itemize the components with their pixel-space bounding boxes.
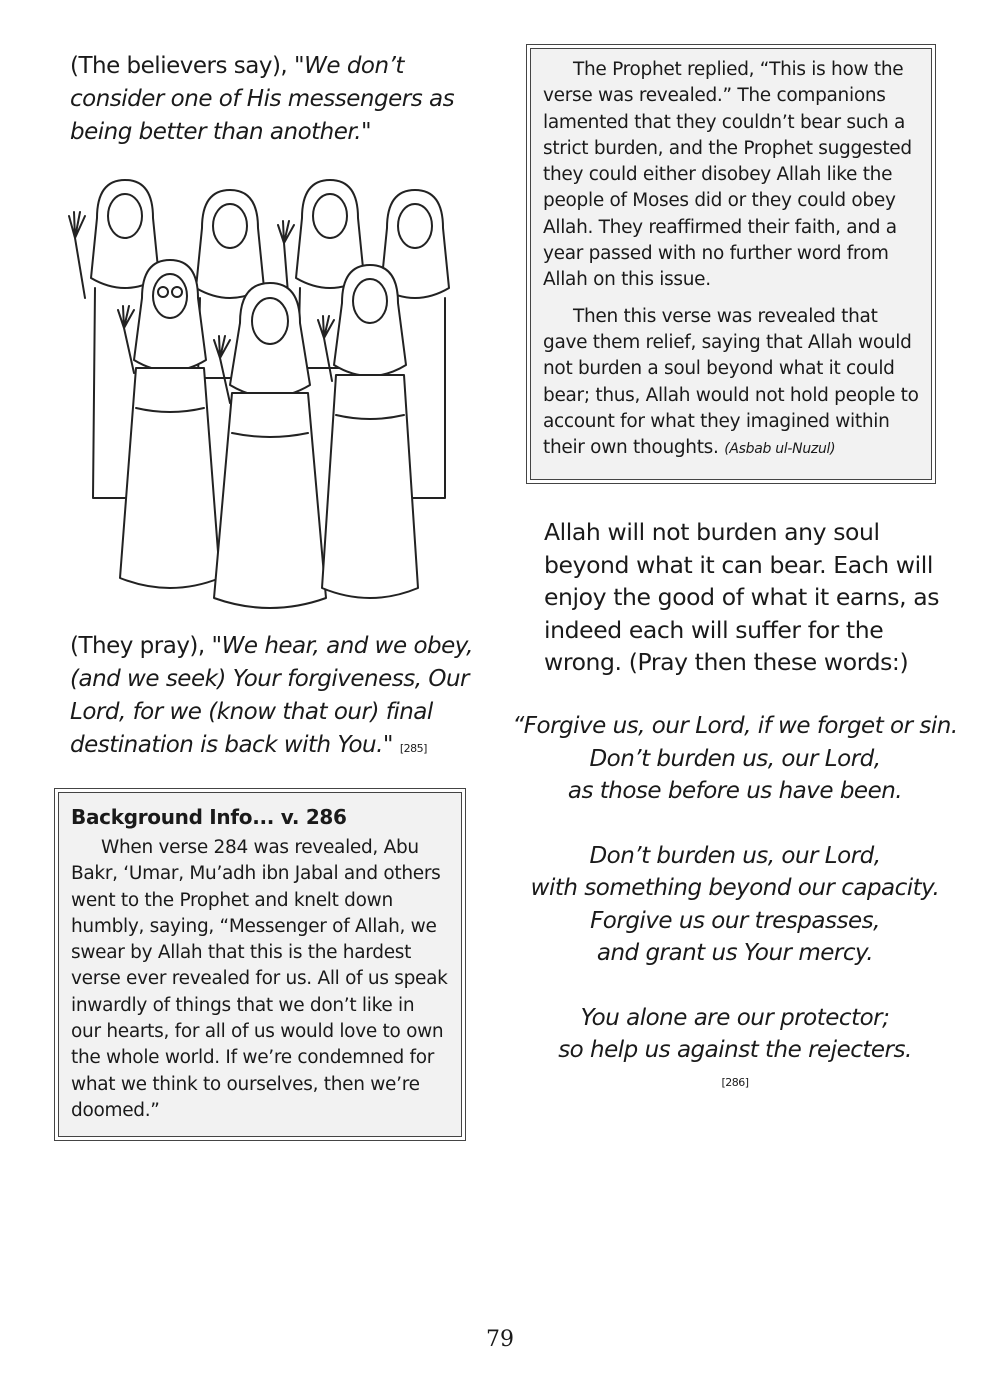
prayer-line: as those before us have been.: [567, 778, 903, 804]
prayer-line: Forgive us our trespasses,: [590, 907, 880, 934]
prayer-line: You alone are our protector;: [580, 1004, 890, 1031]
intro-speaker: (The believers say),: [70, 53, 295, 79]
background-info-heading: Background Info... v. 286: [71, 805, 347, 829]
prayer-stanza-2: [510, 840, 960, 970]
prayer-line: and grant us Your mercy.: [596, 940, 874, 966]
girls-illustration: [55, 178, 475, 618]
verse-ref-286: [286]: [721, 1075, 749, 1089]
box-paragraph-2-text: Then this verse was revealed that gave them relief, saying that Allah would not burden a soul beyond what it could bear; thus, Allah would not hold people to account for what they imagined within their own thoughts.: [543, 305, 919, 459]
prayer-line: with something beyond our capacity.: [530, 875, 940, 901]
verse-ref-285: [285]: [399, 742, 427, 755]
prayer-line-last: [510, 1034, 960, 1099]
page-number: 79: [486, 1327, 514, 1352]
front-row-girls: [118, 260, 418, 608]
pray-verse: [40, 630, 490, 765]
source-citation: (Asbab ul-Nuzul): [724, 441, 836, 458]
prayer-stanza-1: [510, 710, 960, 808]
prayer-verse: [510, 710, 960, 1131]
background-continued-box: [530, 48, 932, 480]
commentary-paragraph: [512, 516, 957, 679]
prayer-line: Don’t burden us, our Lord,: [589, 745, 881, 772]
background-info-box: [58, 792, 462, 1137]
pray-speaker: (They pray),: [70, 633, 212, 659]
box-paragraph-1: The Prophet replied, “This is how the verse was revealed.” The companions lamented that they couldn’t bear such a strict burden, and the Prophet suggested they could either disobey Allah like the people of Moses did or they could obey Allah. They reaffirmed their faith, and a year passed with no further word from Allah on this issue.: [543, 59, 912, 291]
seven-girls-in-hijab-raising-hands-icon: [55, 178, 475, 618]
prayer-line-text: so help us against the rejecters.: [558, 1037, 912, 1063]
intro-verse: [40, 50, 490, 149]
commentary-text: Allah will not burden any soul beyond what it can bear. Each will enjoy the good of what it earns, as indeed each will suffer for the wrong. (Pray then these words:): [544, 518, 940, 676]
pray-quote: "We hear, and we obey, (and we seek) Your forgiveness, Our Lord, for we (know that our) final destination is back with You.": [70, 633, 473, 758]
box-paragraph-2: [543, 304, 921, 463]
prayer-line: “Forgive us, our Lord, if we forget or sin.: [512, 713, 958, 739]
prayer-line: Don’t burden us, our Lord,: [589, 842, 881, 869]
prayer-stanza-3: [510, 1002, 960, 1100]
intro-quote: "We don’t consider one of His messengers as being better than another.": [70, 53, 455, 145]
background-info-body: When verse 284 was revealed, Abu Bakr, ‘Umar, Mu’adh ibn Jabal and others went to the Prophet and knelt down humbly, saying, “Messenger of Allah, we swear by Allah that this is the hardest verse ever revealed for us. All of us speak inwardly of things that we don’t like in our hearts, for all of us would love to own the whole world. If we’re condemned for what we think to ourselves, then we’re doomed.”: [71, 837, 448, 1121]
